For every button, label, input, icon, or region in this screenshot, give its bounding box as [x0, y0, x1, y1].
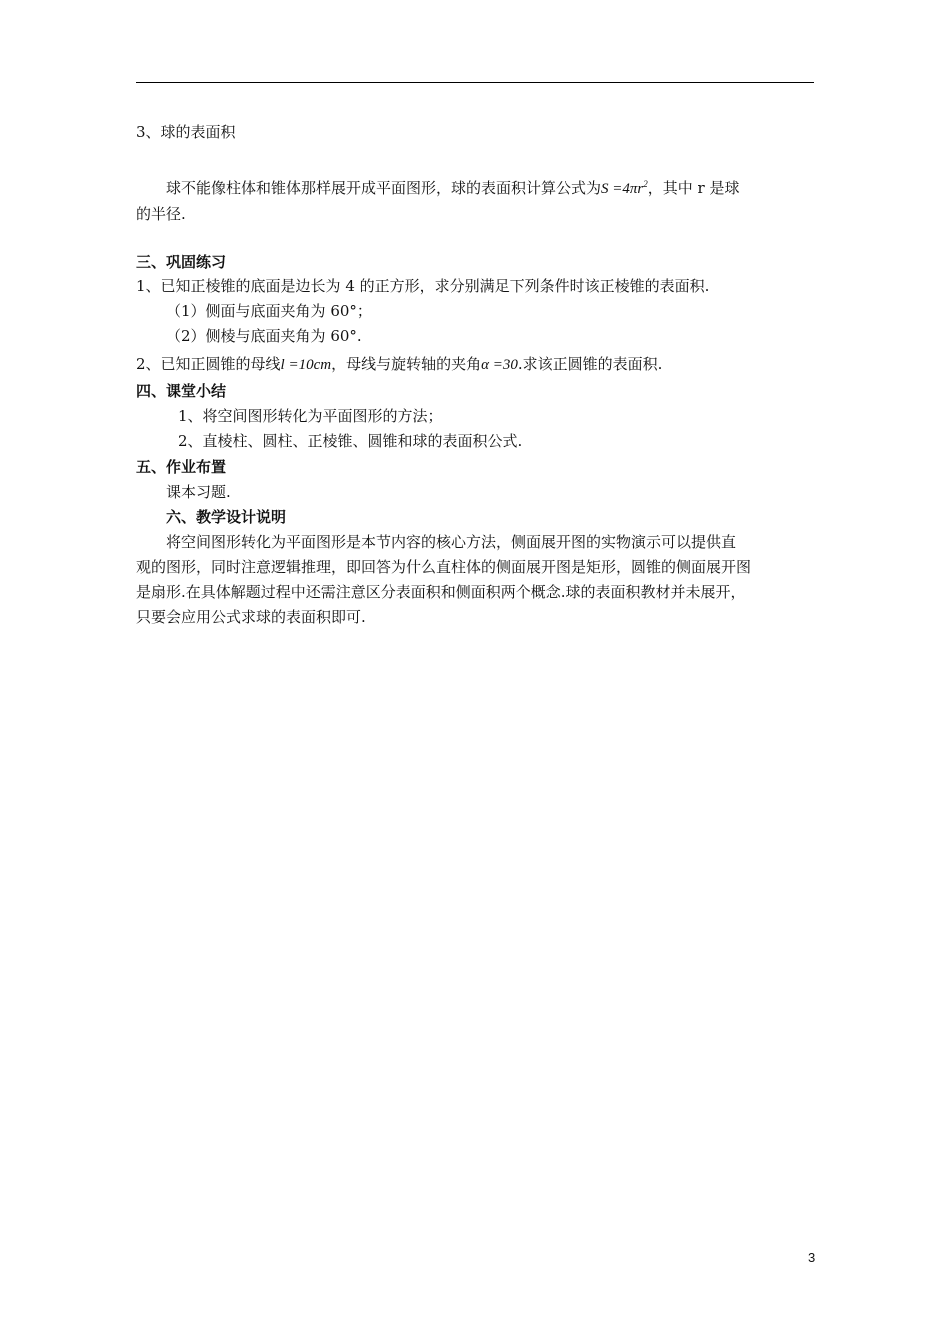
design-paragraph-line-4: 只要会应用公式求球的表面积即可.	[136, 608, 366, 626]
exercise-2-text-mid: ，母线与旋转轴的夹角	[331, 355, 482, 373]
design-paragraph-line-3: 是扇形.在具体解题过程中还需注意区分表面积和侧面积两个概念.球的表面积教材并未展开，	[136, 583, 746, 601]
exercise-1-part-1: （1）侧面与底面夹角为 60°；	[166, 302, 372, 320]
design-paragraph-line-2: 观的图形，同时注意逻辑推理，即回答为什么直柱体的侧面展开图是矩形，圆锥的侧面展开图	[136, 558, 752, 576]
design-paragraph-line-1: 将空间图形转化为平面图形是本节内容的核心方法，侧面展开图的实物演示可以提供直	[166, 533, 737, 551]
sphere-formula-exponent: 2	[643, 179, 648, 189]
summary-item-1: 1、将空间图形转化为平面图形的方法；	[178, 407, 443, 425]
sphere-paragraph-line-1	[166, 174, 739, 199]
exercise-2-angle: α =30	[481, 357, 518, 373]
exercise-2-length: l =10cm	[280, 357, 332, 373]
heading-summary: 四、课堂小结	[136, 382, 227, 400]
header-rule	[136, 82, 814, 83]
exercise-2-text: 2、已知正圆锥的母线	[136, 355, 281, 373]
heading-design-notes: 六、教学设计说明	[166, 508, 287, 526]
exercise-1-part-2: （2）侧棱与底面夹角为 60°.	[166, 327, 362, 345]
section-title-sphere: 3、球的表面积	[136, 123, 236, 141]
sphere-paragraph-line-2: 的半径.	[136, 205, 186, 223]
heading-homework: 五、作业布置	[136, 458, 227, 476]
exercise-2-text-end: .求该正圆锥的表面积.	[517, 355, 663, 373]
sphere-formula: S =4πr	[601, 181, 644, 197]
exercise-2	[136, 354, 662, 375]
homework-text: 课本习题.	[166, 483, 231, 501]
heading-practice: 三、巩固练习	[136, 253, 227, 271]
page-number: 3	[808, 1250, 816, 1265]
sphere-text: 球不能像柱体和锥体那样展开成平面图形，球的表面积计算公式为	[166, 179, 602, 197]
sphere-text-tail: ，其中 r 是球	[647, 179, 740, 197]
exercise-1: 1、已知正棱锥的底面是边长为 4 的正方形，求分别满足下列条件时该正棱锥的表面积.	[136, 277, 710, 295]
summary-item-2: 2、直棱柱、圆柱、正棱锥、圆锥和球的表面积公式.	[178, 432, 523, 450]
